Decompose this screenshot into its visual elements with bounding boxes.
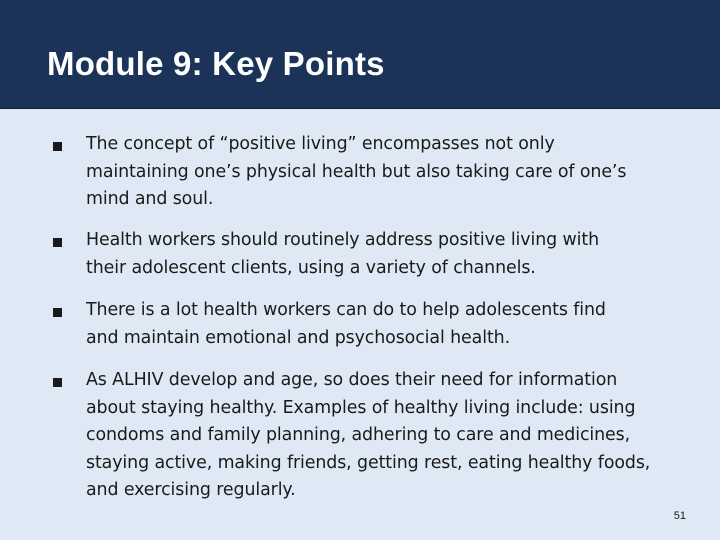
slide-content [0,109,720,540]
key-point-text: The concept of “positive living” encompasses not only maintaining one’s physical health but also taking care of one’s mind and soul. [86,134,627,210]
square-bullet-icon [53,142,62,151]
title-bar [0,0,720,109]
square-bullet-icon [53,308,62,317]
key-point-text: Health workers should routinely address positive living with their adolescent clients, using a variety of channels. [86,230,599,278]
page-number: 51 [673,510,686,522]
key-point-text: As ALHIV develop and age, so does their need for information about staying healthy. Examples of healthy living include: using condoms and family planning, adhering to care and medicines, staying active, making friends, getting rest, eating healthy foods, and exercising regularly. [86,370,651,501]
key-point-text: There is a lot health workers can do to help adolescents find and maintain emotional and psychosocial health. [86,300,606,348]
slide-title: Module 9: Key Points [47,45,385,82]
square-bullet-icon [53,238,62,247]
square-bullet-icon [53,378,62,387]
